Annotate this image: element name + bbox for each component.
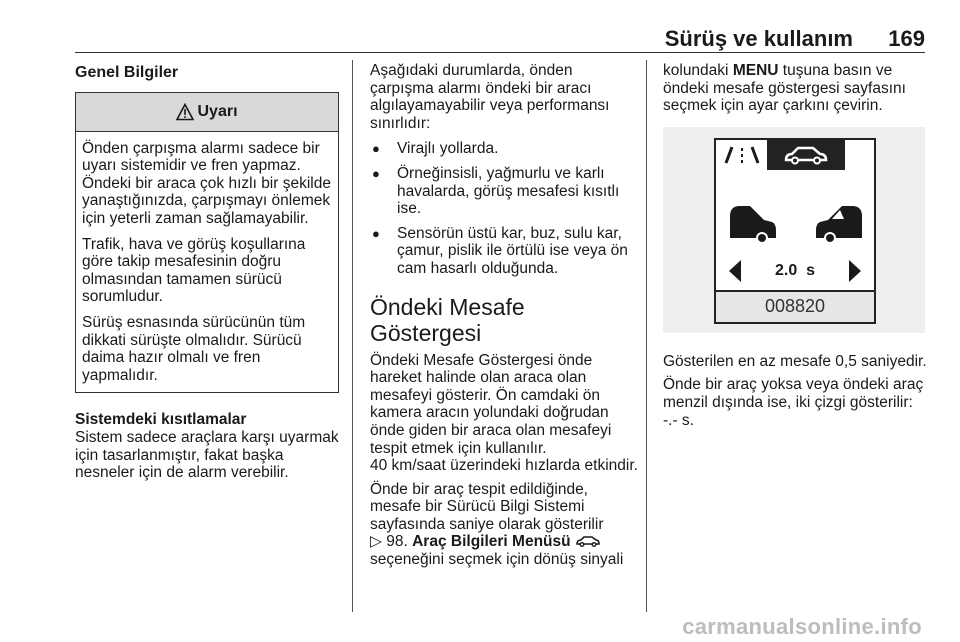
intro-text: Aşağıdaki durumlarda, önden çarpışma alarmı öndeki bir aracı algılayamayabilir veya performansı sınırlıdır:: [370, 62, 610, 132]
column-2: [370, 62, 638, 575]
car-icon: [782, 145, 830, 165]
body-paragraph: Önde bir araç yoksa veya öndeki araç menzil dışında ise, iki çizgi gösterilir: -.- s.: [663, 376, 924, 429]
body-paragraph: Gösterilen en az mesafe 0,5 saniyedir.: [663, 352, 927, 370]
limitation-list: [370, 140, 638, 277]
gap-row: [716, 256, 874, 286]
car-icon: [575, 535, 601, 547]
paragraph-text: seçeneğini seçmek için dönüş sinyali: [370, 551, 624, 569]
limits-text: Sistem sadece araçlara karşı uyarmak için tasarlanmıştır, fakat başka nesneler için de alarm verebilir.: [75, 428, 339, 482]
header-rule: [75, 52, 925, 53]
paragraph-text: Önde bir araç tespit edildiğinde, mesafe bir Sürücü Bilgi Sistemi sayfasında saniye olarak gösterilir: [370, 480, 604, 533]
menu-name: Araç Bilgileri Menüsü: [412, 533, 571, 551]
body-paragraph: Öndeki Mesafe Göstergesi önde hareket halinde olan araca olan mesafeyi gösterir. Ön camdaki ön kamera aracın yolundaki doğrudan önde giden bir araca olan mesafeyi tespit etmek için kullanılır.: [370, 351, 612, 457]
gap-value: 2.0 s: [774, 261, 816, 279]
screen-tabs: [716, 140, 874, 170]
body-paragraph: [663, 62, 931, 115]
page-ref[interactable]: 98.: [386, 533, 408, 551]
warning-paragraph: Sürüş esnasında sürücünün tüm dikkati sürüşte olmalıdır. Sürücü daima hazır olmalı ve fren yapmalıdır.: [82, 313, 306, 384]
car-pair: [716, 194, 874, 248]
odometer: 008820: [716, 290, 874, 322]
warning-paragraph: Önden çarpışma alarmı sadece bir uyarı sistemidir ve fren yapmaz. Öndeki bir araca çok hızlı bir şekilde yanaştığınızda, çarpışmayı önlemek için yeterli zaman sağlamayabilir.: [82, 139, 331, 227]
section-title: Genel Bilgiler: [75, 64, 179, 81]
warning-title: Uyarı: [197, 102, 238, 120]
menu-key-label: MENU: [732, 62, 779, 79]
dis-screen: [714, 138, 876, 324]
warning-body: [76, 132, 338, 393]
left-arrow-icon: [728, 259, 742, 283]
body-paragraph: [370, 481, 638, 569]
warning-icon: [176, 103, 194, 121]
list-item: ● Sensörün üstü kar, buz, sulu kar, çamur, pislik ile örtülü ise veya ön cam hasarlı olduğunda.: [370, 225, 638, 278]
paragraph-text: kolundaki: [663, 62, 729, 79]
page-header: [75, 26, 925, 54]
body-paragraph: 40 km/saat üzerindeki hızlarda etkindir.: [370, 457, 638, 475]
page-number: 169: [888, 26, 925, 51]
rear-car-icon: [716, 194, 876, 248]
column-3: [663, 62, 931, 435]
limits-heading: Sistemdeki kısıtlamalar: [75, 411, 247, 429]
list-item: ● Örneğinsisli, yağmurlu ve karlı havalarda, görüş mesafesi kısıtlı ise.: [370, 165, 638, 218]
page-title: Sürüş ve kullanım: [664, 26, 853, 51]
car-tab: [767, 140, 845, 170]
list-item: ● Virajlı yollarda.: [370, 140, 638, 158]
display-figure: [663, 127, 925, 333]
warning-paragraph: Trafik, hava ve görüş koşullarına göre takip mesafesinin doğru olmasından tamamen sürücü sorumludur.: [82, 235, 306, 306]
paragraph-text: tuşuna basın ve öndeki mesafe göstergesi sayfasını seçmek için ayar çarkını çevirin.: [663, 62, 906, 115]
watermark: carmanualsonline.info: [682, 614, 922, 639]
warning-box: [75, 92, 339, 394]
column-divider-2: [646, 60, 647, 612]
right-arrow-icon: [848, 259, 862, 283]
page-ref-arrow-icon: ▷: [370, 533, 382, 551]
lane-icon: [716, 140, 767, 170]
section-heading: Öndeki Mesafe Göstergesi: [370, 293, 525, 346]
warning-header: [76, 93, 338, 132]
column-divider-1: [352, 60, 353, 612]
column-1: [75, 62, 341, 488]
